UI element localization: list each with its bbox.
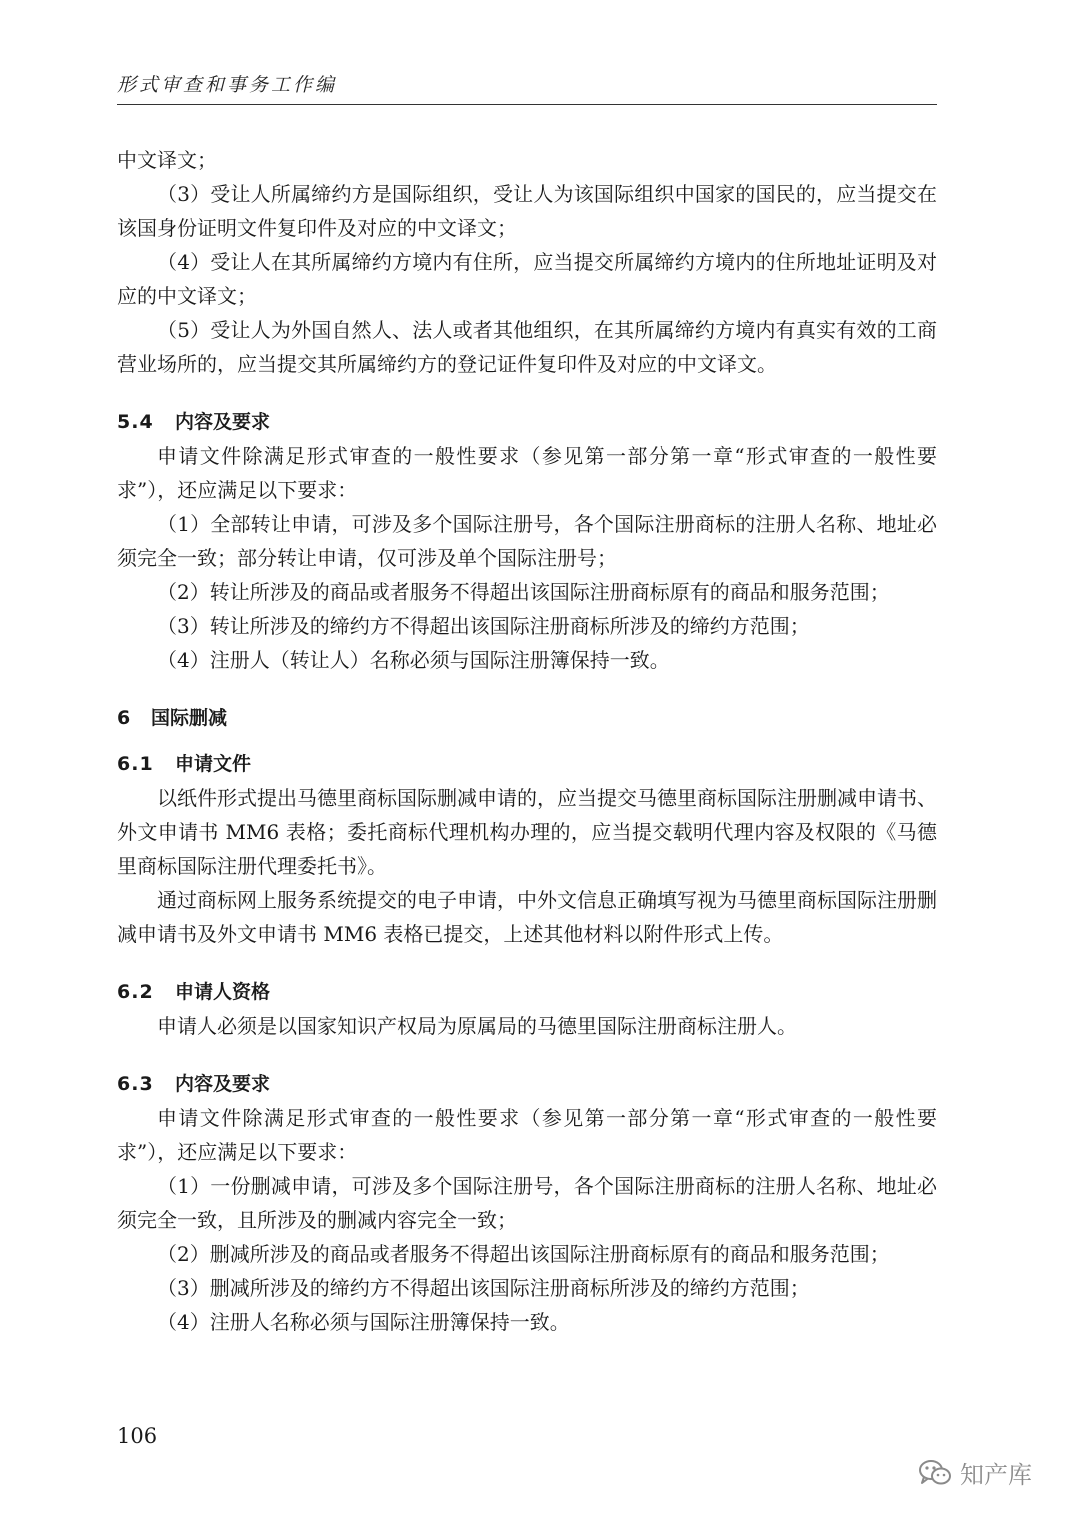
running-head: 形式审查和事务工作编 <box>117 74 338 96</box>
paragraph: 申请文件除满足形式审查的一般性要求（参见第一部分第一章“形式审查的一般性要求”），还应满足以下要求： <box>117 1106 937 1164</box>
watermark-text: 知产库 <box>960 1461 1032 1489</box>
section-heading-6-3 <box>117 1067 937 1101</box>
paragraph: （4）注册人名称必须与国际注册簿保持一致。 <box>157 1310 570 1334</box>
section-title: 国际删减 <box>151 707 228 729</box>
paragraph: （2）删减所涉及的商品或者服务不得超出该国际注册商标原有的商品和服务范围； <box>157 1242 890 1266</box>
paragraph: 以纸件形式提出马德里商标国际删减申请的，应当提交马德里商标国际注册删减申请书、外文申请书 MM6 表格；委托商标代理机构办理的，应当提交载明代理内容及权限的《马德里商标国际注册代理委托书》。 <box>117 786 937 878</box>
section-heading-6-1 <box>117 747 937 781</box>
watermark <box>918 1455 1032 1490</box>
paragraph: （3）受让人所属缔约方是国际组织，受让人为该国际组织中国家的国民的，应当提交在该国身份证明文件复印件及对应的中文译文； <box>117 182 937 240</box>
wechat-icon <box>918 1459 952 1487</box>
section-heading-5-4 <box>117 405 937 439</box>
paragraph: （2）转让所涉及的商品或者服务不得超出该国际注册商标原有的商品和服务范围； <box>157 580 890 604</box>
paragraph: 通过商标网上服务系统提交的电子申请，中外文信息正确填写视为马德里商标国际注册删减申请书及外文申请书 MM6 表格已提交，上述其他材料以附件形式上传。 <box>117 888 937 946</box>
paragraph: （1）全部转让申请，可涉及多个国际注册号，各个国际注册商标的注册人名称、地址必须完全一致；部分转让申请，仅可涉及单个国际注册号； <box>117 512 937 570</box>
section-number: 6.3 <box>117 1073 154 1095</box>
section-title: 内容及要求 <box>175 411 271 433</box>
section-heading-6-2 <box>117 975 937 1009</box>
paragraph: （3）转让所涉及的缔约方不得超出该国际注册商标所涉及的缔约方范围； <box>157 614 810 638</box>
paragraph: （4）受让人在其所属缔约方境内有住所，应当提交所属缔约方境内的住所地址证明及对应的中文译文； <box>117 250 937 308</box>
paragraph: （5）受让人为外国自然人、法人或者其他组织，在其所属缔约方境内有真实有效的工商营业场所的，应当提交其所属缔约方的登记证件复印件及对应的中文译文。 <box>117 318 937 376</box>
paragraph: 中文译文； <box>117 148 217 172</box>
section-title: 申请人资格 <box>175 981 271 1003</box>
section-number: 6.2 <box>117 981 154 1003</box>
section-number: 6 <box>117 707 132 729</box>
section-title: 申请文件 <box>175 753 252 775</box>
section-number: 6.1 <box>117 753 154 775</box>
section-number: 5.4 <box>117 411 154 433</box>
page-body <box>117 143 937 1339</box>
header-rule <box>117 104 937 105</box>
paragraph: 申请人必须是以国家知识产权局为原属局的马德里国际注册商标注册人。 <box>157 1014 797 1038</box>
paragraph: （4）注册人（转让人）名称必须与国际注册簿保持一致。 <box>157 648 670 672</box>
page-number: 106 <box>117 1424 158 1448</box>
section-heading-6 <box>117 701 937 735</box>
paragraph: （3）删减所涉及的缔约方不得超出该国际注册商标所涉及的缔约方范围； <box>157 1276 810 1300</box>
section-title: 内容及要求 <box>175 1073 271 1095</box>
paragraph: 申请文件除满足形式审查的一般性要求（参见第一部分第一章“形式审查的一般性要求”），还应满足以下要求： <box>117 444 937 502</box>
paragraph: （1）一份删减申请，可涉及多个国际注册号，各个国际注册商标的注册人名称、地址必须完全一致，且所涉及的删减内容完全一致； <box>117 1174 937 1232</box>
